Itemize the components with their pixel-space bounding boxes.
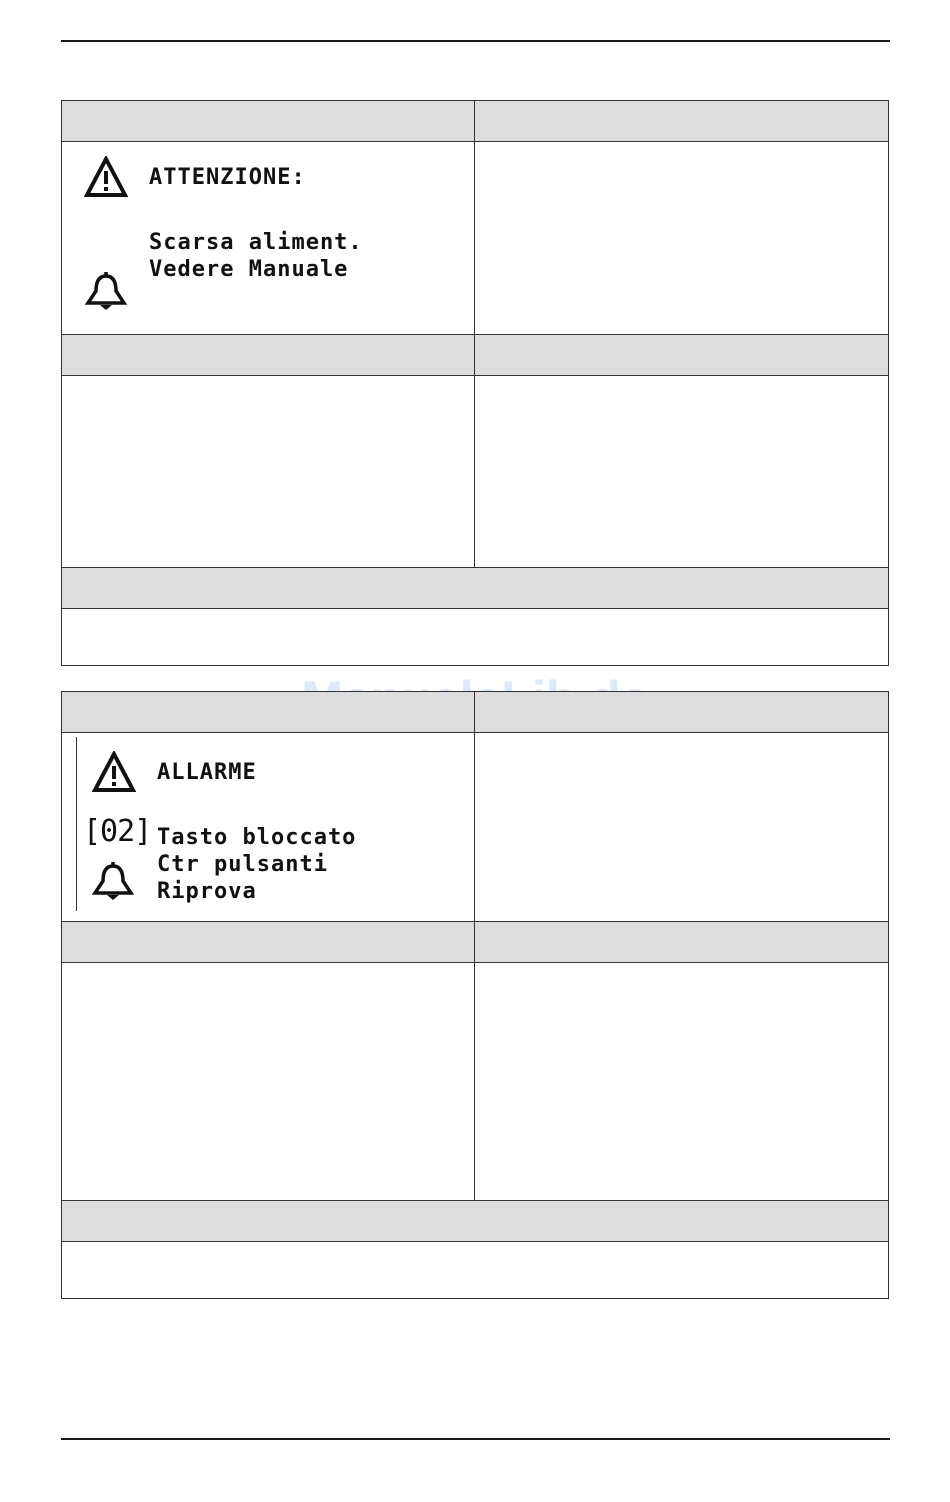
- header-cell-right: [475, 335, 888, 375]
- footer-cell: [62, 1242, 888, 1298]
- footer-row: [62, 1242, 888, 1298]
- header-cell-full: [62, 1201, 888, 1241]
- body-row: [62, 963, 888, 1201]
- warning-triangle-icon: [92, 751, 136, 793]
- lcd-display: [62, 733, 475, 921]
- lcd-display: [62, 142, 475, 334]
- header-cell-left: [62, 692, 475, 732]
- top-rule: [61, 40, 890, 42]
- header-cell-right: [475, 692, 888, 732]
- display-message-line-1: Tasto bloccato: [157, 825, 357, 850]
- display-message-line-2: Ctr pulsanti: [157, 852, 328, 877]
- table-header-row-2: [62, 922, 888, 963]
- header-cell-left: [62, 922, 475, 962]
- display-row: [62, 733, 888, 922]
- table-header-row-2: [62, 335, 888, 376]
- display-description-cell: [475, 142, 888, 334]
- body-cell-left: [62, 376, 475, 567]
- table-header-row: [62, 692, 888, 733]
- display-description-cell: [475, 733, 888, 921]
- display-row: [62, 142, 888, 335]
- body-cell-left: [62, 963, 475, 1200]
- display-message-line-1: Scarsa aliment.: [149, 230, 363, 255]
- body-cell-right: [475, 963, 888, 1200]
- display-heading: ALLARME: [157, 760, 257, 785]
- display-heading: ATTENZIONE:: [149, 165, 306, 190]
- display-message-line-3: Riprova: [157, 879, 257, 904]
- warning-triangle-icon: [84, 156, 128, 198]
- bell-icon: [91, 859, 135, 903]
- code-02-icon: [02]: [83, 814, 152, 849]
- header-cell-left: [62, 335, 475, 375]
- footer-row: [62, 609, 888, 665]
- table-header-row-full: [62, 1201, 888, 1242]
- header-cell-left: [62, 101, 475, 141]
- alarm-table-low-power: [61, 100, 889, 666]
- display-message-line-2: Vedere Manuale: [149, 257, 349, 282]
- alarm-table-key-blocked: [61, 691, 889, 1299]
- table-header-row-full: [62, 568, 888, 609]
- bottom-rule: [61, 1438, 890, 1440]
- body-row: [62, 376, 888, 568]
- display-edge-line: [76, 737, 77, 911]
- header-cell-full: [62, 568, 888, 608]
- body-cell-right: [475, 376, 888, 567]
- header-cell-right: [475, 101, 888, 141]
- table-header-row: [62, 101, 888, 142]
- bell-icon: [84, 269, 128, 313]
- header-cell-right: [475, 922, 888, 962]
- footer-cell: [62, 609, 888, 665]
